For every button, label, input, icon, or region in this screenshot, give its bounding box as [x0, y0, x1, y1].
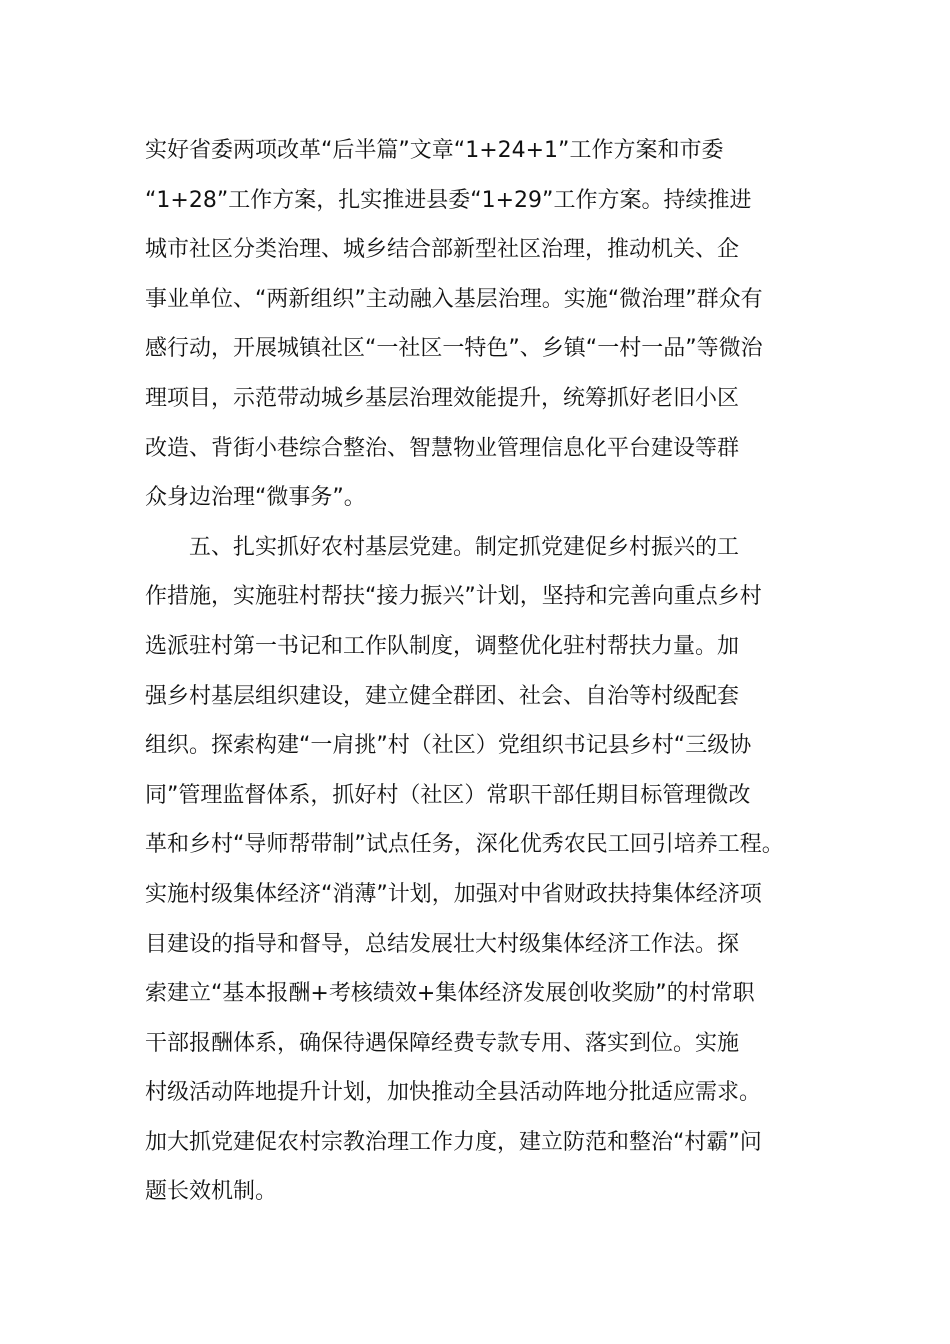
text-line: 事业单位、“两新组织”主动融入基层治理。实施“微治理”群众有: [145, 286, 763, 312]
text-line: 感行动，开展城镇社区“一社区一特色”、乡镇“一村一品”等微治: [145, 336, 763, 362]
text-line: 目建设的指导和督导，总结发展壮大村级集体经济工作法。探: [145, 931, 740, 957]
text-line: 众身边治理“微事务”。: [145, 485, 366, 511]
text-line: 村级活动阵地提升计划，加快推动全县活动阵地分批适应需求。: [145, 1080, 762, 1106]
document-body: [145, 126, 835, 1217]
text-line: 改造、背街小巷综合整治、智慧物业管理信息化平台建设等群: [145, 435, 740, 461]
text-line: 同”管理监督体系，抓好村（社区）常职干部任期目标管理微改: [145, 782, 751, 808]
text-line: 作措施，实施驻村帮扶“接力振兴”计划，坚持和完善向重点乡村: [145, 584, 762, 610]
text-line: 实施村级集体经济“消薄”计划，加强对中省财政扶持集体经济项: [145, 881, 762, 907]
text-line: 实好省委两项改革“后半篇”文章“1+24+1”工作方案和市委: [145, 138, 724, 163]
text-line: 加大抓党建促农村宗教治理工作力度，建立防范和整治“村霸”问: [145, 1129, 762, 1155]
text-line: 革和乡村“导师帮带制”试点任务，深化优秀农民工回引培养工程。: [145, 832, 784, 858]
section-heading-line: 五、扎实抓好农村基层党建。制定抓党建促乡村振兴的工: [189, 534, 740, 560]
text-line: 干部报酬体系，确保待遇保障经费专款专用、落实到位。实施: [145, 1030, 740, 1056]
text-line: 组织。探索构建“一肩挑”村（社区）党组织书记县乡村“三级协: [145, 733, 752, 759]
text-line: 城市社区分类治理、城乡结合部新型社区治理，推动机关、企: [145, 237, 740, 263]
text-line: “1+28”工作方案，扎实推进县委“1+29”工作方案。持续推进: [145, 187, 752, 213]
text-line: 题长效机制。: [145, 1179, 278, 1205]
text-line: 索建立“基本报酬+考核绩效+集体经济发展创收奖励”的村常职: [145, 981, 755, 1007]
text-line: 理项目，示范带动城乡基层治理效能提升，统筹抓好老旧小区: [145, 385, 740, 411]
text-line: 选派驻村第一书记和工作队制度，调整优化驻村帮扶力量。加: [145, 633, 740, 659]
text-line: 强乡村基层组织建设，建立健全群团、社会、自治等村级配套: [145, 683, 740, 709]
